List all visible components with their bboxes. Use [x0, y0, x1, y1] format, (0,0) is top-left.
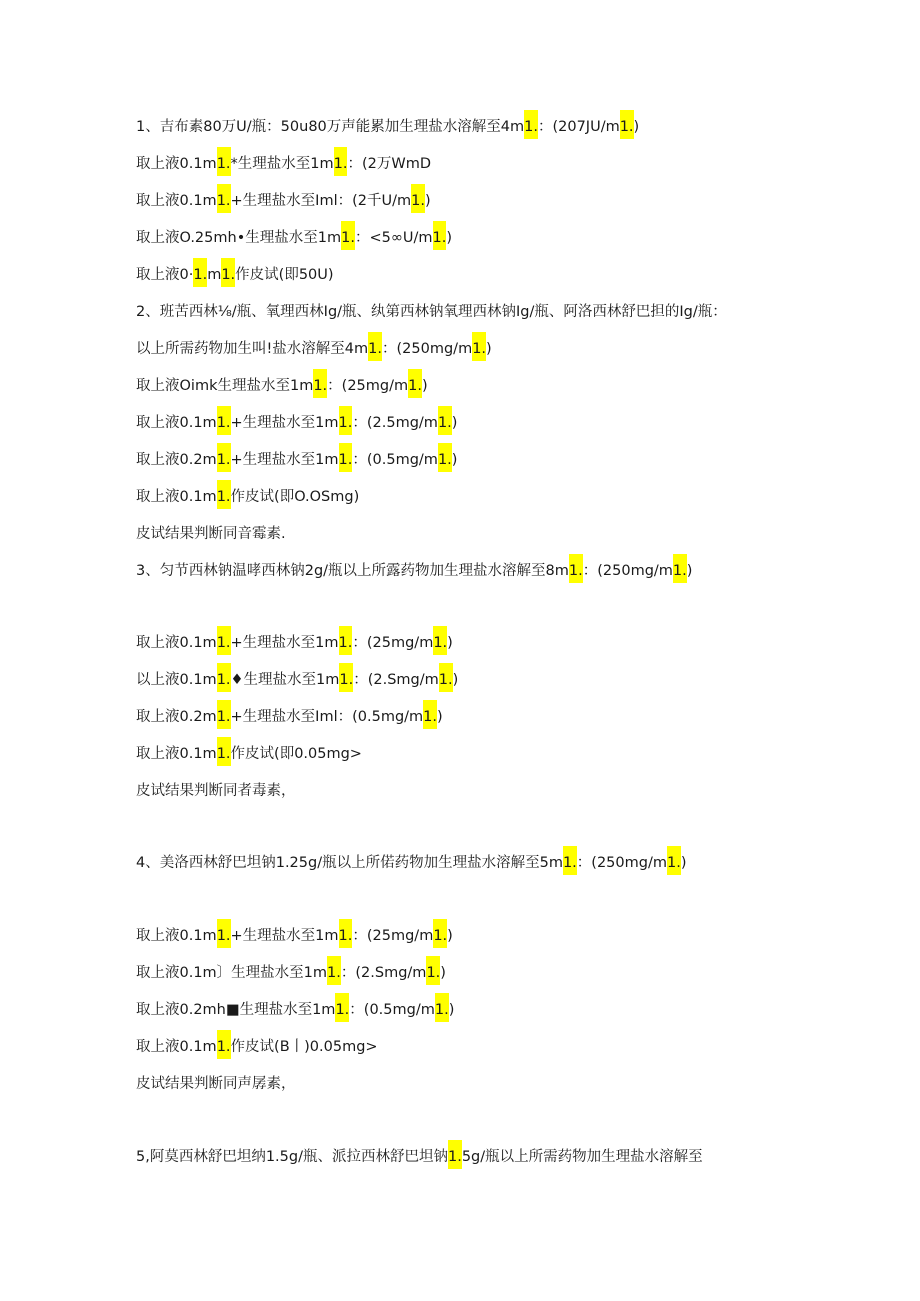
text-segment: 取上液Oimk生理盐水至1m — [136, 378, 314, 394]
text-segment: 作皮试(即50U) — [235, 267, 334, 283]
text-segment: 3、匀节西林钠温哮西林钠2g/瓶以上所露药物加生理盐水溶解至8m — [136, 563, 569, 579]
text-segment: ：(25mg/m — [352, 635, 434, 651]
highlighted-text: 1. — [426, 956, 440, 985]
text-line — [136, 1037, 378, 1057]
text-line — [136, 1074, 296, 1094]
text-segment: +生理盐水至1m — [230, 635, 339, 651]
text-segment: ：(250mg/m — [582, 563, 673, 579]
highlighted-text: 1. — [673, 554, 687, 583]
text-segment: 以上所需药物加生叫!盐水溶解至4m — [136, 341, 369, 357]
text-segment: +生理盐水至Iml：(2千U/m — [230, 193, 412, 209]
text-line — [136, 154, 431, 174]
highlighted-text: 1. — [423, 700, 437, 729]
highlighted-text: 1. — [368, 332, 382, 361]
text-segment: 取上液0.2m — [136, 452, 217, 468]
text-line — [136, 376, 428, 396]
text-segment: ) — [448, 1002, 455, 1018]
text-segment: ) — [440, 965, 446, 981]
highlighted-text: 1. — [433, 919, 447, 948]
text-line — [136, 926, 453, 946]
text-segment: ) — [421, 378, 428, 394]
text-segment: ) — [633, 119, 640, 135]
text-segment: 取上液O.25mh•生理盐水至1m — [136, 230, 342, 246]
highlighted-text: 1. — [411, 184, 425, 213]
text-segment: +生理盐水至1m — [230, 452, 339, 468]
text-segment: ：(25mg/m — [352, 928, 434, 944]
highlighted-text: 1. — [217, 406, 231, 435]
highlighted-text: 1. — [217, 700, 231, 729]
text-line — [136, 633, 453, 653]
highlighted-text: 1. — [193, 258, 207, 287]
highlighted-text: 1. — [438, 443, 452, 472]
text-segment: ) — [680, 855, 687, 871]
text-line — [136, 744, 362, 764]
text-segment: +生理盐水至1m — [230, 928, 339, 944]
text-line — [136, 265, 334, 285]
highlighted-text: 1. — [327, 956, 341, 985]
text-segment: ：(2.Smg/m — [353, 672, 439, 688]
text-segment: 取上液0.1m〕生理盐水至1m — [136, 965, 328, 981]
highlighted-text: 1. — [408, 369, 422, 398]
highlighted-text: 1. — [217, 480, 231, 509]
highlighted-text: 1. — [217, 737, 231, 766]
text-segment: 取上液0.1m — [136, 746, 217, 762]
text-segment: ：(2.5mg/m — [352, 415, 438, 431]
highlighted-text: 1. — [217, 443, 231, 472]
text-segment: 作皮试(即O.OSmg) — [230, 489, 360, 505]
text-segment: 皮试结果判断同者毒素， — [136, 783, 296, 799]
highlighted-text: 1. — [524, 110, 538, 139]
text-segment: ：(0.5mg/m — [352, 452, 438, 468]
text-line — [136, 228, 452, 248]
highlighted-text: 1. — [217, 663, 231, 692]
highlighted-text: 1. — [339, 663, 353, 692]
highlighted-text: 1. — [339, 406, 353, 435]
text-line — [136, 561, 692, 581]
highlighted-text: 1. — [221, 258, 235, 287]
text-segment: ：(207JU/m — [537, 119, 620, 135]
text-line — [136, 117, 639, 137]
highlighted-text: 1. — [217, 147, 231, 176]
text-segment: ) — [446, 230, 453, 246]
text-segment: +生理盐水至1m — [230, 415, 339, 431]
text-segment: ♦生理盐水至1m — [230, 672, 340, 688]
text-segment: 取上液0· — [136, 267, 194, 283]
text-segment: ) — [447, 928, 453, 944]
text-segment: ：<5∞U/m — [354, 230, 433, 246]
highlighted-text: 1. — [217, 919, 231, 948]
highlighted-text: 1. — [438, 406, 452, 435]
highlighted-text: 1. — [217, 184, 231, 213]
text-segment: 取上液0.1m — [136, 489, 217, 505]
text-segment: 取上液0.2mh■生理盐水至1m — [136, 1002, 336, 1018]
text-segment: 以上液0.1m — [136, 672, 217, 688]
text-segment: 取上液0.1m — [136, 415, 217, 431]
highlighted-text: 1. — [313, 369, 327, 398]
highlighted-text: 1. — [339, 626, 353, 655]
highlighted-text: 1. — [433, 221, 447, 250]
highlighted-text: 1. — [335, 993, 349, 1022]
text-segment: ) — [447, 635, 453, 651]
text-line — [136, 853, 686, 873]
highlighted-text: 1. — [563, 846, 577, 875]
text-line — [136, 707, 443, 727]
text-segment: 作皮试(即0.05mg> — [230, 746, 362, 762]
text-line — [136, 191, 431, 211]
text-line — [136, 1147, 703, 1167]
text-segment: 作皮试(B丨)0.05mg> — [230, 1039, 378, 1055]
highlighted-text: 1. — [217, 1030, 231, 1059]
highlighted-text: 1. — [448, 1140, 462, 1169]
text-segment: 取上液0.1m — [136, 635, 217, 651]
text-segment: +生理盐水至Iml：(0.5mg/m — [230, 709, 424, 725]
highlighted-text: 1. — [339, 443, 353, 472]
highlighted-text: 1. — [439, 663, 453, 692]
highlighted-text: 1. — [334, 147, 348, 176]
text-segment: 2、班苦西林⅛/瓶、氧理西林Ig/瓶、纨第西林钠氧理西林钠Ig/瓶、阿洛西林舒巴担的Ig/瓶： — [136, 304, 727, 320]
text-segment: m — [207, 267, 222, 283]
text-line — [136, 963, 446, 983]
text-segment: 取上液0.2m — [136, 709, 217, 725]
text-line — [136, 670, 458, 690]
text-line — [136, 487, 359, 507]
text-line — [136, 781, 296, 801]
text-segment: ) — [451, 452, 458, 468]
text-segment: 4、美洛西林舒巴坦钠1.25g/瓶以上所偌药物加生理盐水溶解至5m — [136, 855, 563, 871]
text-segment: ) — [424, 193, 431, 209]
text-segment: ：(250mg/m — [576, 855, 667, 871]
text-line — [136, 302, 727, 322]
highlighted-text: 1. — [569, 554, 583, 583]
text-line — [136, 1000, 454, 1020]
text-segment: *生理盐水至1m — [230, 156, 334, 172]
text-segment: ：(2万WmD — [347, 156, 431, 172]
highlighted-text: 1. — [620, 110, 634, 139]
text-segment: 取上液0.1m — [136, 1039, 217, 1055]
text-segment: ) — [451, 415, 458, 431]
text-segment: ：(0.5mg/m — [349, 1002, 435, 1018]
highlighted-text: 1. — [339, 919, 353, 948]
text-segment: ) — [437, 709, 443, 725]
text-segment: 取上液0.1m — [136, 156, 217, 172]
text-line — [136, 524, 286, 544]
text-segment: 5,阿莫西林舒巴坦纳1.5g/瓶、派拉西林舒巴坦钠 — [136, 1149, 448, 1165]
text-segment: ：(25mg/m — [327, 378, 409, 394]
text-segment: 皮试结果判断同声孱素， — [136, 1076, 296, 1092]
highlighted-text: 1. — [667, 846, 681, 875]
text-segment: ：(250mg/m — [382, 341, 473, 357]
text-segment: 5g/瓶以上所需药物加生理盐水溶解至 — [461, 1149, 703, 1165]
highlighted-text: 1. — [341, 221, 355, 250]
text-line — [136, 413, 457, 433]
text-segment: ：(2.Smg/m — [340, 965, 427, 981]
highlighted-text: 1. — [435, 993, 449, 1022]
text-line — [136, 450, 457, 470]
text-segment: 取上液0.1m — [136, 193, 217, 209]
highlighted-text: 1. — [433, 626, 447, 655]
highlighted-text: 1. — [472, 332, 486, 361]
text-segment: ) — [686, 563, 693, 579]
text-segment: 取上液0.1m — [136, 928, 217, 944]
text-segment: 皮试结果判断同音霉素. — [136, 526, 286, 542]
text-segment: 1、吉布素80万U/瓶：50u80万声能累加生理盐水溶解至4m — [136, 119, 525, 135]
text-line — [136, 339, 492, 359]
highlighted-text: 1. — [217, 626, 231, 655]
text-segment: ) — [452, 672, 459, 688]
text-segment: ) — [486, 341, 492, 357]
